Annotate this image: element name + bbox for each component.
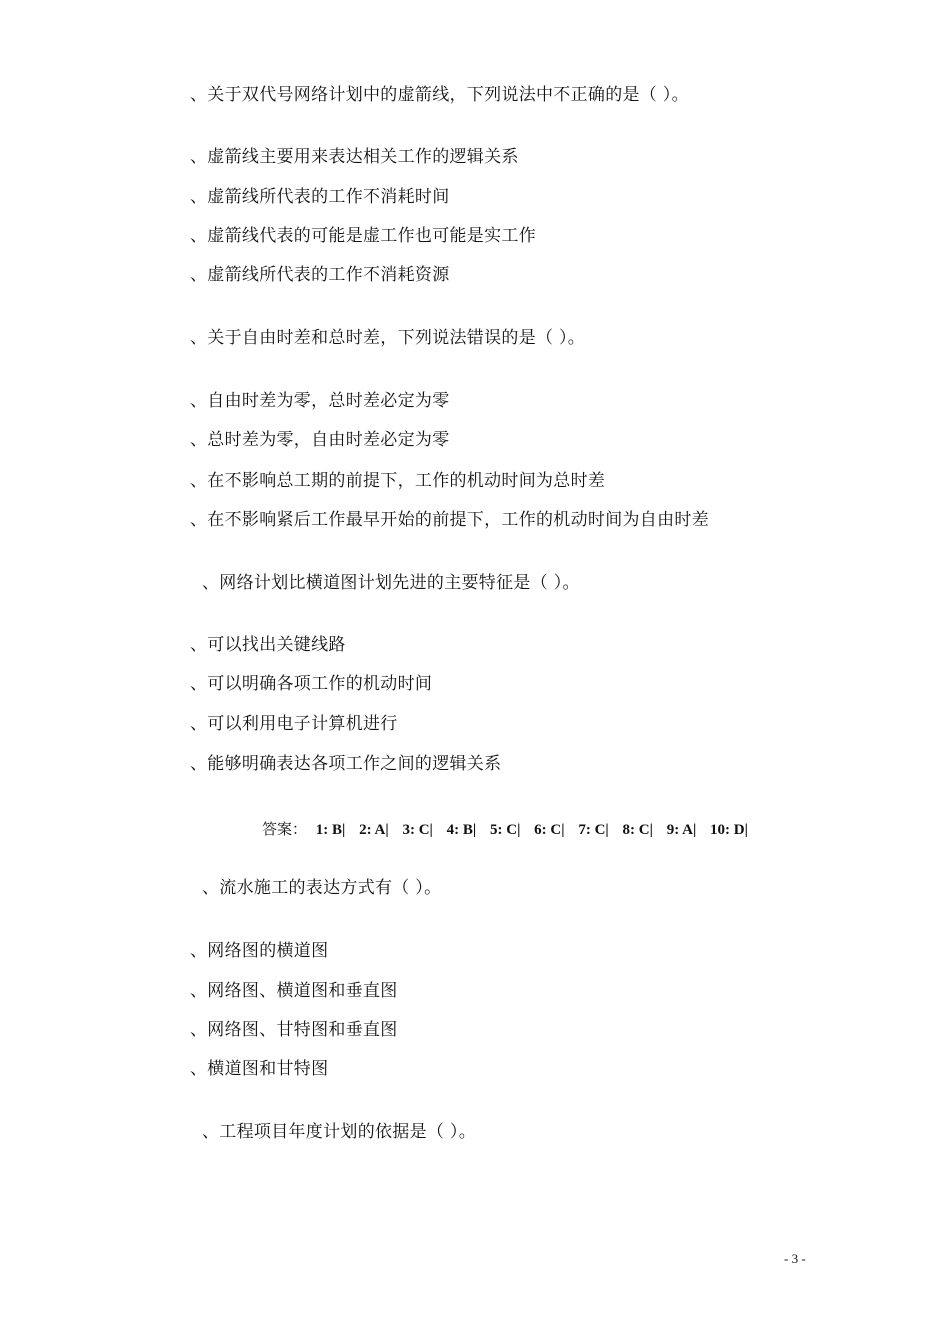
question-3-option-2: 、可以明确各项工作的机动时间 [190, 674, 433, 694]
question-2-option-2: 、总时差为零，自由时差必定为零 [190, 430, 450, 450]
answer-item-3: 3: C| [402, 822, 433, 838]
question-2-option-1: 、自由时差为零，总时差必定为零 [190, 391, 450, 411]
answer-item-5: 5: C| [490, 822, 521, 838]
answer-item-4: 4: B| [446, 822, 477, 838]
question-4-option-2: 、网络图、横道图和垂直图 [190, 981, 398, 1001]
question-3-option-1: 、可以找出关键线路 [190, 635, 346, 655]
question-4-option-1: 、网络图的横道图 [190, 941, 329, 961]
answer-item-9: 9: A| [666, 822, 697, 838]
answer-key [262, 818, 757, 841]
question-5-stem: 、工程项目年度计划的依据是（ ）。 [202, 1122, 477, 1142]
answer-item-2: 2: A| [359, 822, 389, 838]
answer-key-label: 答案： [262, 820, 308, 838]
question-1-option-2: 、虚箭线所代表的工作不消耗时间 [190, 187, 450, 207]
answer-item-6: 6: C| [534, 822, 565, 838]
question-3-option-4: 、能够明确表达各项工作之间的逻辑关系 [190, 754, 502, 774]
answer-item-1: 1: B| [315, 822, 346, 838]
question-2-option-3: 、在不影响总工期的前提下，工作的机动时间为总时差 [190, 471, 606, 491]
question-1-stem: 、关于双代号网络计划中的虚箭线，下列说法中不正确的是（ ）。 [190, 85, 689, 105]
question-4-stem: 、流水施工的表达方式有（ ）。 [202, 878, 442, 898]
question-4-option-3: 、网络图、甘特图和垂直图 [190, 1020, 398, 1040]
question-2-stem: 、关于自由时差和总时差，下列说法错误的是（ ）。 [190, 328, 586, 348]
answer-item-10: 10: D| [710, 822, 748, 838]
question-1-option-1: 、虚箭线主要用来表达相关工作的逻辑关系 [190, 147, 519, 167]
answer-item-8: 8: C| [622, 822, 653, 838]
question-1-option-3: 、虚箭线代表的可能是虚工作也可能是实工作 [190, 226, 536, 246]
question-2-option-4: 、在不影响紧后工作最早开始的前提下，工作的机动时间为自由时差 [190, 510, 709, 530]
question-1-option-4: 、虚箭线所代表的工作不消耗资源 [190, 265, 450, 285]
answer-item-7: 7: C| [578, 822, 609, 838]
question-3-option-3: 、可以利用电子计算机进行 [190, 714, 398, 734]
question-4-option-4: 、横道图和甘特图 [190, 1059, 329, 1079]
page-number: - 3 - [784, 1251, 806, 1266]
question-3-stem: 、网络计划比横道图计划先进的主要特征是（ ）。 [202, 573, 580, 593]
